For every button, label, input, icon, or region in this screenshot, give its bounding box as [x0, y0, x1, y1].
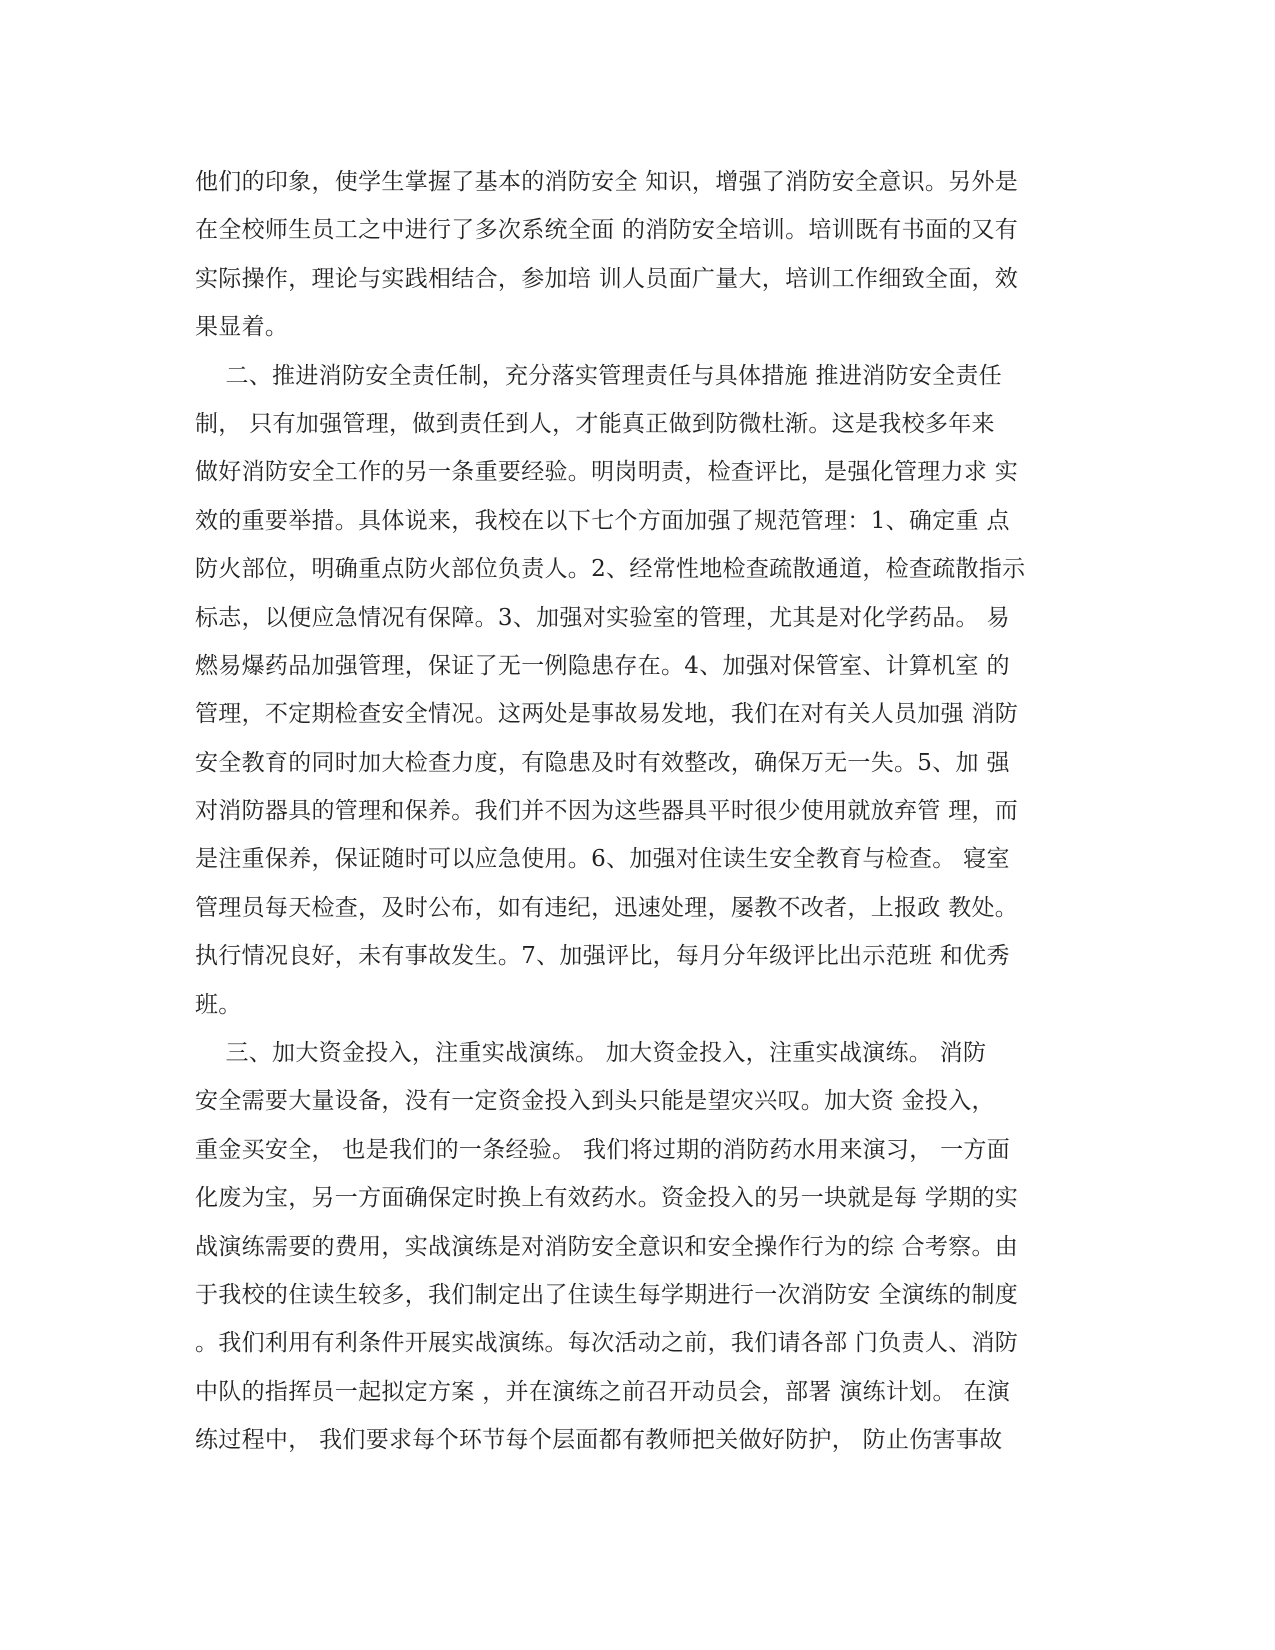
text-line: 管理，不定期检查安全情况。这两处是事故易发地，我们在对有关人员加强 消防	[195, 701, 1019, 728]
text-line: 练过程中， 我们要求每个环节每个层面都有教师把关做好防护， 防止伤害事故	[195, 1427, 1003, 1454]
text-line: 标志，以便应急情况有保障。3、加强对实验室的管理，尤其是对化学药品。 易	[195, 604, 1010, 631]
text-line: 他们的印象，使学生掌握了基本的消防安全 知识，增强了消防安全意识。另外是	[195, 169, 1019, 195]
text-line: 燃易爆药品加强管理，保证了无一例隐患存在。4、加强对保管室、计算机室 的	[195, 652, 1010, 679]
text-line: 效的重要举措。具体说来，我校在以下七个方面加强了规范管理：1、确定重 点	[195, 507, 1010, 534]
text-line: 是注重保养，保证随时可以应急使用。6、加强对住读生安全教育与检查。 寝室	[195, 846, 1010, 873]
text-line: 战演练需要的费用，实战演练是对消防安全意识和安全操作行为的综 合考察。由	[195, 1233, 1019, 1260]
text-line: 做好消防安全工作的另一条重要经验。明岗明责，检查评比，是强化管理力求 实	[195, 459, 1019, 486]
body-text	[195, 158, 1085, 1465]
text-line: 中队的指挥员一起拟定方案 ，并在演练之前召开动员会，部署 演练计划。 在演	[195, 1378, 1011, 1405]
text-line: 于我校的住读生较多，我们制定出了住读生每学期进行一次消防安 全演练的制度	[195, 1281, 1019, 1308]
text-line: 在全校师生员工之中进行了多次系统全面 的消防安全培训。培训既有书面的又有	[195, 217, 1019, 244]
text-line: 班。	[195, 991, 242, 1018]
text-line: 安全教育的同时加大检查力度，有隐患及时有效整改，确保万无一失。5、加 强	[195, 749, 1010, 776]
text-line: 。我们利用有利条件开展实战演练。每次活动之前，我们请各部 门负责人、消防	[195, 1330, 1019, 1357]
text-line: 安全需要大量设备，没有一定资金投入到头只能是望灾兴叹。加大资 金投入，	[195, 1088, 995, 1115]
text-line: 果显着。	[195, 314, 289, 341]
text-line: 二、推进消防安全责任制，充分落实管理责任与具体措施 推进消防安全责任	[195, 362, 1002, 389]
text-line: 重金买安全， 也是我们的一条经验。 我们将过期的消防药水用来演习， 一方面	[195, 1136, 1011, 1163]
text-line: 管理员每天检查，及时公布，如有违纪，迅速处理，屡教不改者，上报政 教处。	[195, 894, 1019, 921]
text-line: 化废为宝，另一方面确保定时换上有效药水。资金投入的另一块就是每 学期的实	[195, 1185, 1019, 1212]
text-line: 对消防器具的管理和保养。我们并不因为这些器具平时很少使用就放弃管 理，而	[195, 798, 1019, 825]
text-line: 实际操作，理论与实践相结合，参加培 训人员面广量大，培训工作细致全面，效	[195, 265, 1019, 292]
text-line: 三、加大资金投入，注重实战演练。 加大资金投入，注重实战演练。 消防	[195, 1040, 987, 1067]
text-line: 防火部位，明确重点防火部位负责人。2、经常性地检查疏散通道，检查疏散指示	[195, 556, 1026, 583]
text-line: 制， 只有加强管理，做到责任到人，才能真正做到防微杜渐。这是我校多年来	[195, 410, 995, 437]
text-line: 执行情况良好，未有事故发生。7、加强评比，每月分年级评比出示范班 和优秀	[195, 943, 1010, 970]
